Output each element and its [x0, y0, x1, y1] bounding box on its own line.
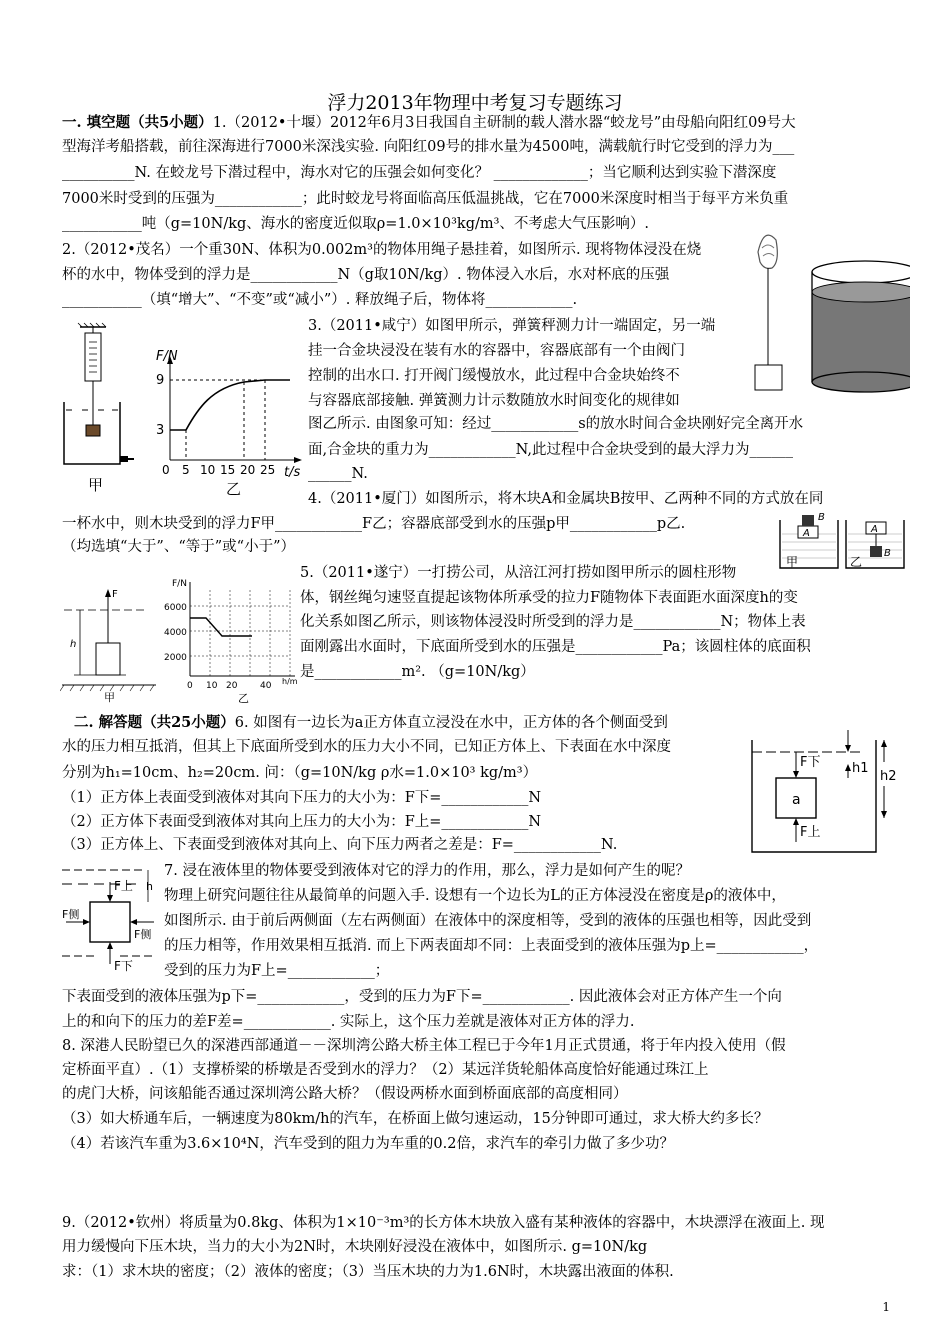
q6-figure	[748, 730, 908, 860]
q6-a: a	[792, 792, 801, 808]
q9-line-3: 求：（1）求木块的密度；（2）液体的密度；（3）当压木块的力为1.6N时，木块露出液面的体积.	[62, 1264, 674, 1280]
q6-line-4: （1）正方体上表面受到液体对其向下压力的大小为：F下=____________N	[62, 790, 542, 806]
q7-line-6: 下表面受到的液体压强为p下=____________，受到的压力为F下=____________. 因此液体会对正方体产生一个向	[62, 989, 782, 1005]
q6-line-5: （2）正方体下表面受到液体对其向上压力的大小为：F上=____________N	[62, 814, 542, 830]
section2-heading: 二. 解答题（共25小题）	[74, 714, 235, 731]
q5-line-1: 5.（2011•遂宁）一打捞公司，从涪江河打捞如图甲所示的圆柱形物	[300, 565, 737, 581]
q3-xtick-0: 0	[162, 463, 170, 477]
page-number: 1	[882, 1300, 890, 1314]
q7-line-5: 受到的压力为F上=____________；	[164, 963, 390, 979]
q5-ytick-4000: 4000	[164, 628, 187, 638]
q7-line-1: 7. 浸在液体里的物体要受到液体对它的浮力的作用，那么，浮力是如何产生的呢？	[164, 863, 690, 879]
q5-h-label: h	[70, 639, 77, 650]
q5-yi: 乙	[238, 692, 249, 705]
q8-line-3: 的虎门大桥，问该船能否通过深圳湾公路大桥？（假设两桥水面到桥面底部的高度相同）	[62, 1086, 628, 1102]
q7-fbot: F下	[114, 959, 133, 973]
q1-line-2: 型海洋考船搭载，前往深海进行7000米深浅实验. 向阳红09号的排水量为4500吨，满载航行时它受到的浮力为___	[62, 139, 795, 155]
q5-line-2: 体，钢丝绳匀速竖直提起该物体所承受的拉力F随物体下表面距水面深度h的变	[300, 590, 798, 606]
q7-ftop: F上	[114, 879, 133, 893]
q5-ylabel: F/N	[172, 579, 187, 589]
q7-fleft: F侧	[62, 908, 80, 921]
q3-line-4: 与容器底部接触. 弹簧测力计示数随放水时间变化的规律如	[308, 393, 680, 409]
q4-line-1: 4.（2011•厦门）如图所示，将木块A和金属块B按甲、乙两种不同的方式放在同	[308, 491, 824, 507]
q3-xlabel: t/s	[284, 465, 301, 480]
q4-yi: 乙	[850, 555, 863, 569]
q5-xtick-10: 10	[206, 681, 218, 691]
q5-xtick-40: 40	[260, 681, 272, 691]
q6-line-6: （3）正方体上、下表面受到液体对其向上、向下压力两者之差是：F=____________N.	[62, 837, 618, 853]
q3-ytick-3: 3	[156, 423, 165, 438]
q6-h2: h2	[880, 769, 897, 784]
q3-line-1: 3.（2011•咸宁）如图甲所示，弹簧秤测力计一端固定，另一端	[308, 318, 716, 334]
q7-line-2: 物理上研究问题往往从最简单的问题入手. 设想有一个边长为L的正方体浸没在密度是ρ的液体中，	[164, 888, 786, 904]
q2-line-1: 2.（2012•茂名）一个重30N、体积为0.002m³的物体用绳子悬挂着，如图所示. 现将物体浸没在烧	[62, 242, 702, 258]
q6-h1: h1	[852, 761, 869, 776]
q6-ftop: F下	[800, 755, 821, 770]
q7-fright: F侧	[134, 928, 152, 941]
q8-line-4: （3）如大桥通车后，一辆速度为80km/h的汽车，在桥面上做匀速运动，15分钟即可通过，求大桥大约多长？	[62, 1111, 769, 1127]
q5-line-3: 化关系如图乙所示，则该物体浸没时所受到的浮力是____________N；物体上表	[300, 614, 806, 630]
q4-jia: 甲	[786, 555, 799, 569]
q6-line-1: 二. 解答题（共25小题）6. 如图有一边长为a正方体直立浸没在水中，正方体的各个侧面受到	[74, 714, 668, 731]
q4-line-2: 一杯水中，则木块受到的浮力F甲____________F乙；容器底部受到水的压强p甲____________p乙.	[62, 516, 686, 532]
q7-figure	[60, 860, 160, 980]
q9-line-1: 9.（2012•钦州）将质量为0.8kg、体积为1×10⁻³m³的长方体木块放入盛有某种液体的容器中，木块漂浮在液面上. 现	[62, 1215, 825, 1231]
q3-xtick-5: 5	[182, 463, 190, 477]
q3-xtick-25: 25	[260, 463, 276, 477]
q3-xtick-10: 10	[200, 463, 216, 477]
q4-figure	[776, 508, 911, 574]
q4-b-left: B	[818, 512, 825, 523]
q5-ytick-6000: 6000	[164, 603, 187, 613]
q3-xtick-20: 20	[240, 463, 256, 477]
q4-a-right: A	[871, 524, 878, 535]
q3-line-2: 挂一合金块浸没在装有水的容器中，容器底部有一个由阀门	[308, 343, 685, 359]
q5-figure-yi	[160, 576, 305, 706]
q1-line-5: ___________吨（g=10N/kg、海水的密度近似取ρ=1.0×10³kg/m³、不考虑大气压影响）.	[62, 216, 650, 232]
q7-h: h	[146, 880, 153, 893]
q3-ylabel: F/N	[156, 349, 178, 364]
q6-line-3: 分别为h₁=10cm、h₂=20cm. 问：（g=10N/kg ρ水=1.0×10³ kg/m³）	[62, 765, 538, 781]
q5-line-5: 是____________m². （g=10N/kg）	[300, 664, 535, 680]
q4-line-3: （均选填“大于”、“等于”或“小于”）	[62, 539, 295, 555]
q5-figure-jia	[60, 585, 160, 705]
q3-line-5: 图乙所示. 由图象可知：经过____________s的放水时间合金块刚好完全离开水	[308, 416, 804, 432]
q3-line-6: 面,合金块的重力为____________N,此过程中合金块受到的最大浮力为______	[308, 442, 793, 458]
q5-xlabel: h/m	[282, 677, 298, 686]
q4-a-left: A	[803, 528, 810, 539]
q7-line-7: 上的和向下的压力的差F差=____________. 实际上，这个压力差就是液体对正方体的浮力.	[62, 1014, 635, 1030]
section1-heading: 一. 填空题（共5小题）	[62, 114, 213, 131]
q2-line-2: 杯的水中，物体受到的浮力是____________N（g取10N/kg）. 物体浸入水后，水对杯底的压强	[62, 267, 670, 283]
q7-line-3: 如图所示. 由于前后两侧面（左右两侧面）在液体中的深度相等，受到的液体的压强也相等，因此受到	[164, 913, 812, 929]
q3-line-7: ______N.	[308, 466, 368, 482]
q2-line-3: ___________（填“增大”、“不变”或“减小”）. 释放绳子后，物体将____________.	[62, 292, 578, 308]
q7-line-4: 的压力相等，作用效果相互抵消. 而上下两表面却不同：上表面受到的液体压强为p上=____________，	[164, 938, 819, 954]
q3-line-3: 控制的出水口. 打开阀门缓慢放水，此过程中合金块始终不	[308, 368, 680, 384]
q5-xtick-0: 0	[187, 681, 193, 691]
q8-line-1: 8. 深港人民盼望已久的深港西部通道－－深圳湾公路大桥主体工程已于今年1月正式贯通，将于年内投入使用（假	[62, 1038, 786, 1054]
q3-figure-yi	[150, 348, 310, 498]
q5-xtick-20: 20	[226, 681, 238, 691]
q8-line-5: （4）若该汽车重为3.6×10⁴N，汽车受到的阻力为车重的0.2倍，求汽车的牵引力做了多少功？	[62, 1136, 674, 1152]
q5-ytick-2000: 2000	[164, 653, 187, 663]
q2-figure	[750, 222, 910, 402]
q3-ytick-9: 9	[156, 373, 165, 388]
q5-f-label: F	[112, 589, 118, 600]
q9-line-2: 用力缓慢向下压木块，当力的大小为2N时，木块刚好浸没在液体中，如图所示. g=10N/kg	[62, 1239, 648, 1255]
q5-jia: 甲	[104, 691, 115, 704]
q4-b-right: B	[884, 548, 891, 559]
q6-line-2: 水的压力相互抵消，但其上下底面所受到水的压力大小不同，已知正方体上、下表面在水中深度	[62, 739, 671, 755]
q6-fbot: F上	[800, 825, 821, 840]
q3-xtick-15: 15	[220, 463, 236, 477]
q5-line-4: 面刚露出水面时，下底面所受到水的压强是____________Pa；该圆柱体的底面积	[300, 639, 811, 655]
q3-figure-jia	[58, 322, 158, 497]
page-title: 浮力2013年物理中考复习专题练习	[327, 92, 623, 114]
q1-line-1: 一. 填空题（共5小题）1.（2012•十堰）2012年6月3日我国自主研制的载人潜水器“蛟龙号”由母船向阳红09号大	[62, 114, 796, 131]
q8-line-2: 定桥面平直）.（1）支撑桥梁的桥墩是否受到水的浮力？（2）某远洋货轮船体高度恰好能通过珠江上	[62, 1062, 709, 1078]
q1-line-4: 7000米时受到的压强为____________；此时蛟龙号将面临高压低温挑战，它在7000米深度时相当于每平方米负重	[62, 191, 789, 207]
q1-line-3: __________N. 在蛟龙号下潜过程中，海水对它的压强会如何变化？ _____________；当它顺利达到实验下潜深度	[62, 165, 777, 181]
q3-yi-label: 乙	[226, 480, 242, 498]
q3-jia-label: 甲	[88, 476, 104, 494]
